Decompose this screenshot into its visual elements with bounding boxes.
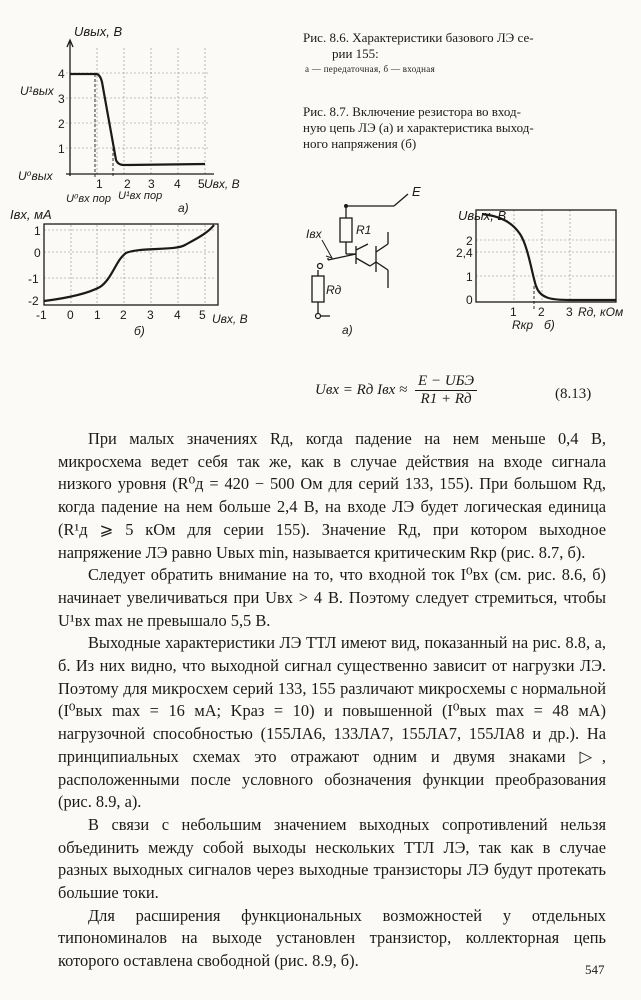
fig87a-current-arrow — [322, 240, 332, 258]
fig86b-input-chart — [0, 205, 300, 340]
fig86b-panel-label: б) — [134, 324, 145, 338]
paragraph: При малых значениях Rд, когда падение на нем меньше 0,4 В, микросхема ведет себя так же, как в случае действия на входе сигнала низкого уровня (R⁰д = 420 − 500 Ом для серий 133, 155). При большом Rд, когда падение на нем больше 2,4 В, на входе ЛЭ будет логическая единица (R¹д ⩾ 5 кОм для серии 155). Значение Rд, при котором выходное напряжение ЛЭ равно Uвых min, называется критическим Rкр (рис. 8.7, б). — [58, 429, 606, 562]
fig86b-grid — [44, 225, 216, 305]
fig86a-xtick: 2 — [124, 177, 131, 191]
fig87b-ytick: 2 — [466, 234, 473, 248]
fig86a-xtick: 1 — [96, 177, 103, 191]
fig86a-thr0-label: U⁰вх пор — [66, 193, 111, 205]
fig87b-grid — [476, 210, 616, 302]
fig87b-ytick: 0 — [466, 293, 473, 307]
fig87b-frame — [476, 210, 616, 302]
fig87a-input-terminal — [318, 264, 323, 269]
formula-denominator: R1 + Rд — [420, 391, 472, 407]
fig86a-curve — [70, 74, 205, 165]
fig86b-xtick: 3 — [147, 308, 154, 322]
fig86b-xtick: 0 — [67, 308, 74, 322]
paragraph: Для расширения функциональных возможностей у отдельных типономиналов на выходе установлен транзистор, коллекторная цепь которого оставлена свободной (рис. 8.9, б). — [58, 905, 606, 971]
fig87a-rd-label: Rд — [326, 283, 342, 297]
fig86b-frame — [44, 224, 218, 305]
fig86a-xtick: 5 — [198, 177, 205, 191]
fig86b-xtick: 2 — [120, 308, 127, 322]
fig87a-panel-label: а) — [342, 323, 353, 337]
fig86a-panel-label: а) — [178, 201, 189, 215]
fig86b-xtick: 1 — [94, 308, 101, 322]
fig86a-ytick: 2 — [58, 117, 65, 131]
fig87b-ytick: 1 — [466, 270, 473, 284]
formula-lhs: Uвх = Rд Iвх ≈ — [315, 382, 408, 398]
fig87a-r1-resistor — [340, 218, 352, 242]
fig86-caption-sub: а — передаточная, б — входная — [305, 64, 436, 74]
fig87a-node — [344, 204, 348, 208]
fig87b-ylabel: Uвых, В — [458, 208, 507, 223]
fig87b-xtick: 1 — [510, 305, 517, 319]
fig86b-xlabel: Uвх, В — [212, 312, 248, 326]
fig86a-u0-label: U⁰вых — [18, 169, 53, 183]
formula-8-13 — [315, 373, 477, 408]
fig86b-ytick: -1 — [28, 272, 39, 286]
fig87b-rkr-label: Rкр — [512, 318, 534, 332]
fig86b-xtick: 5 — [199, 308, 206, 322]
paragraph: Следует обратить внимание на то, что входной ток I⁰вх (см. рис. 8.6, б) начинает увеличиваться при Uвх > 4 В. Поэтому следует стремиться, чтобы U¹вх max не превышало 5,5 В. — [58, 565, 606, 630]
fig86-caption-line2: рии 155: — [332, 46, 379, 61]
fig87b-output-chart — [420, 190, 635, 340]
fig87-caption-line1: Рис. 8.7. Включение резистора во вход- — [303, 104, 521, 119]
fig86a-ytick: 4 — [58, 67, 65, 81]
fig87b-xtick: 2 — [538, 305, 545, 319]
fig87a-e-label: E — [412, 184, 421, 199]
paragraph: В связи с небольшим значением выходных сопротивлений нельзя объединить между собой выходы нескольких ТТЛ ЛЭ, так как в случае разных выходных сигналов через выходные транзисторы ЛЭ будут протекать большие токи. — [58, 814, 606, 903]
fig86b-ylabel: Iвх, мА — [10, 207, 52, 222]
fig86b-curve — [44, 225, 214, 301]
fig87b-panel-label: б) — [544, 318, 555, 332]
fig87b-xtick: 3 — [566, 305, 573, 319]
page-number: 547 — [585, 962, 605, 977]
fig86a-ylabel: Uвых, В — [74, 24, 123, 39]
fig87b-xlabel: Rд, кОм — [578, 305, 624, 319]
fig86b-xtick: -1 — [36, 308, 47, 322]
fig86a-u1-label: U¹вых — [20, 84, 54, 98]
fig87a-wires — [318, 194, 408, 316]
fig87a-iin-label: Iвх — [306, 227, 322, 241]
fig86a-grid — [66, 48, 208, 175]
fig86b-ytick: 0 — [34, 246, 41, 260]
fig87a-ground-terminal — [316, 314, 321, 319]
fig86b-ytick: -2 — [28, 294, 39, 308]
fig86b-ytick: 1 — [34, 224, 41, 238]
fig86a-xtick: 4 — [174, 177, 181, 191]
fig87a-r1-label: R1 — [356, 223, 372, 237]
fig87b-curve — [482, 214, 616, 300]
fig87a-circuit — [290, 180, 430, 340]
fig87b-ytick: 2,4 — [456, 246, 473, 260]
fig87-caption-line2: ную цепь ЛЭ (а) и характеристика выход- — [303, 120, 534, 135]
fig86a-thr1-label: U¹вх пор — [118, 190, 163, 202]
formula-number: (8.13) — [555, 386, 592, 402]
fig86b-xtick: 4 — [174, 308, 181, 322]
fig87a-rd-resistor — [312, 276, 324, 302]
body-text — [58, 428, 606, 973]
fig86a-xlabel: Uвх, В — [204, 177, 240, 191]
fig86a-axes — [66, 40, 214, 176]
fig86a-ytick: 3 — [58, 92, 65, 106]
fig86a-ytick: 1 — [58, 142, 65, 156]
formula-numerator: E − UБЭ — [415, 373, 477, 391]
fig86a-transfer-chart — [0, 0, 300, 215]
fig86a-xtick: 3 — [148, 177, 155, 191]
formula-fraction — [415, 373, 477, 408]
paragraph: Выходные характеристики ЛЭ ТТЛ имеют вид, показанный на рис. 8.8, а, б. Из них видно, что выходной сигнал существенно зависит от нагрузки ЛЭ. Поэтому для микросхем серий 133, 155 различают микросхемы с нормальной (I⁰вых max = 16 мА; Kраз = 10) и повышенной (I⁰вых max = 48 мА) нагрузочной способностью (155ЛА6, 133ЛА7, 155ЛА7, 155ЛА8 и др.). На принципиальных схемах это отражают одним и двумя знаками ▷, расположенными после условного обозначения функции преобразования (рис. 8.9, а). — [58, 633, 606, 812]
fig87-caption-line3: ного напряжения (б) — [303, 136, 417, 151]
fig86-caption-line1: Рис. 8.6. Характеристики базового ЛЭ се- — [303, 30, 534, 45]
